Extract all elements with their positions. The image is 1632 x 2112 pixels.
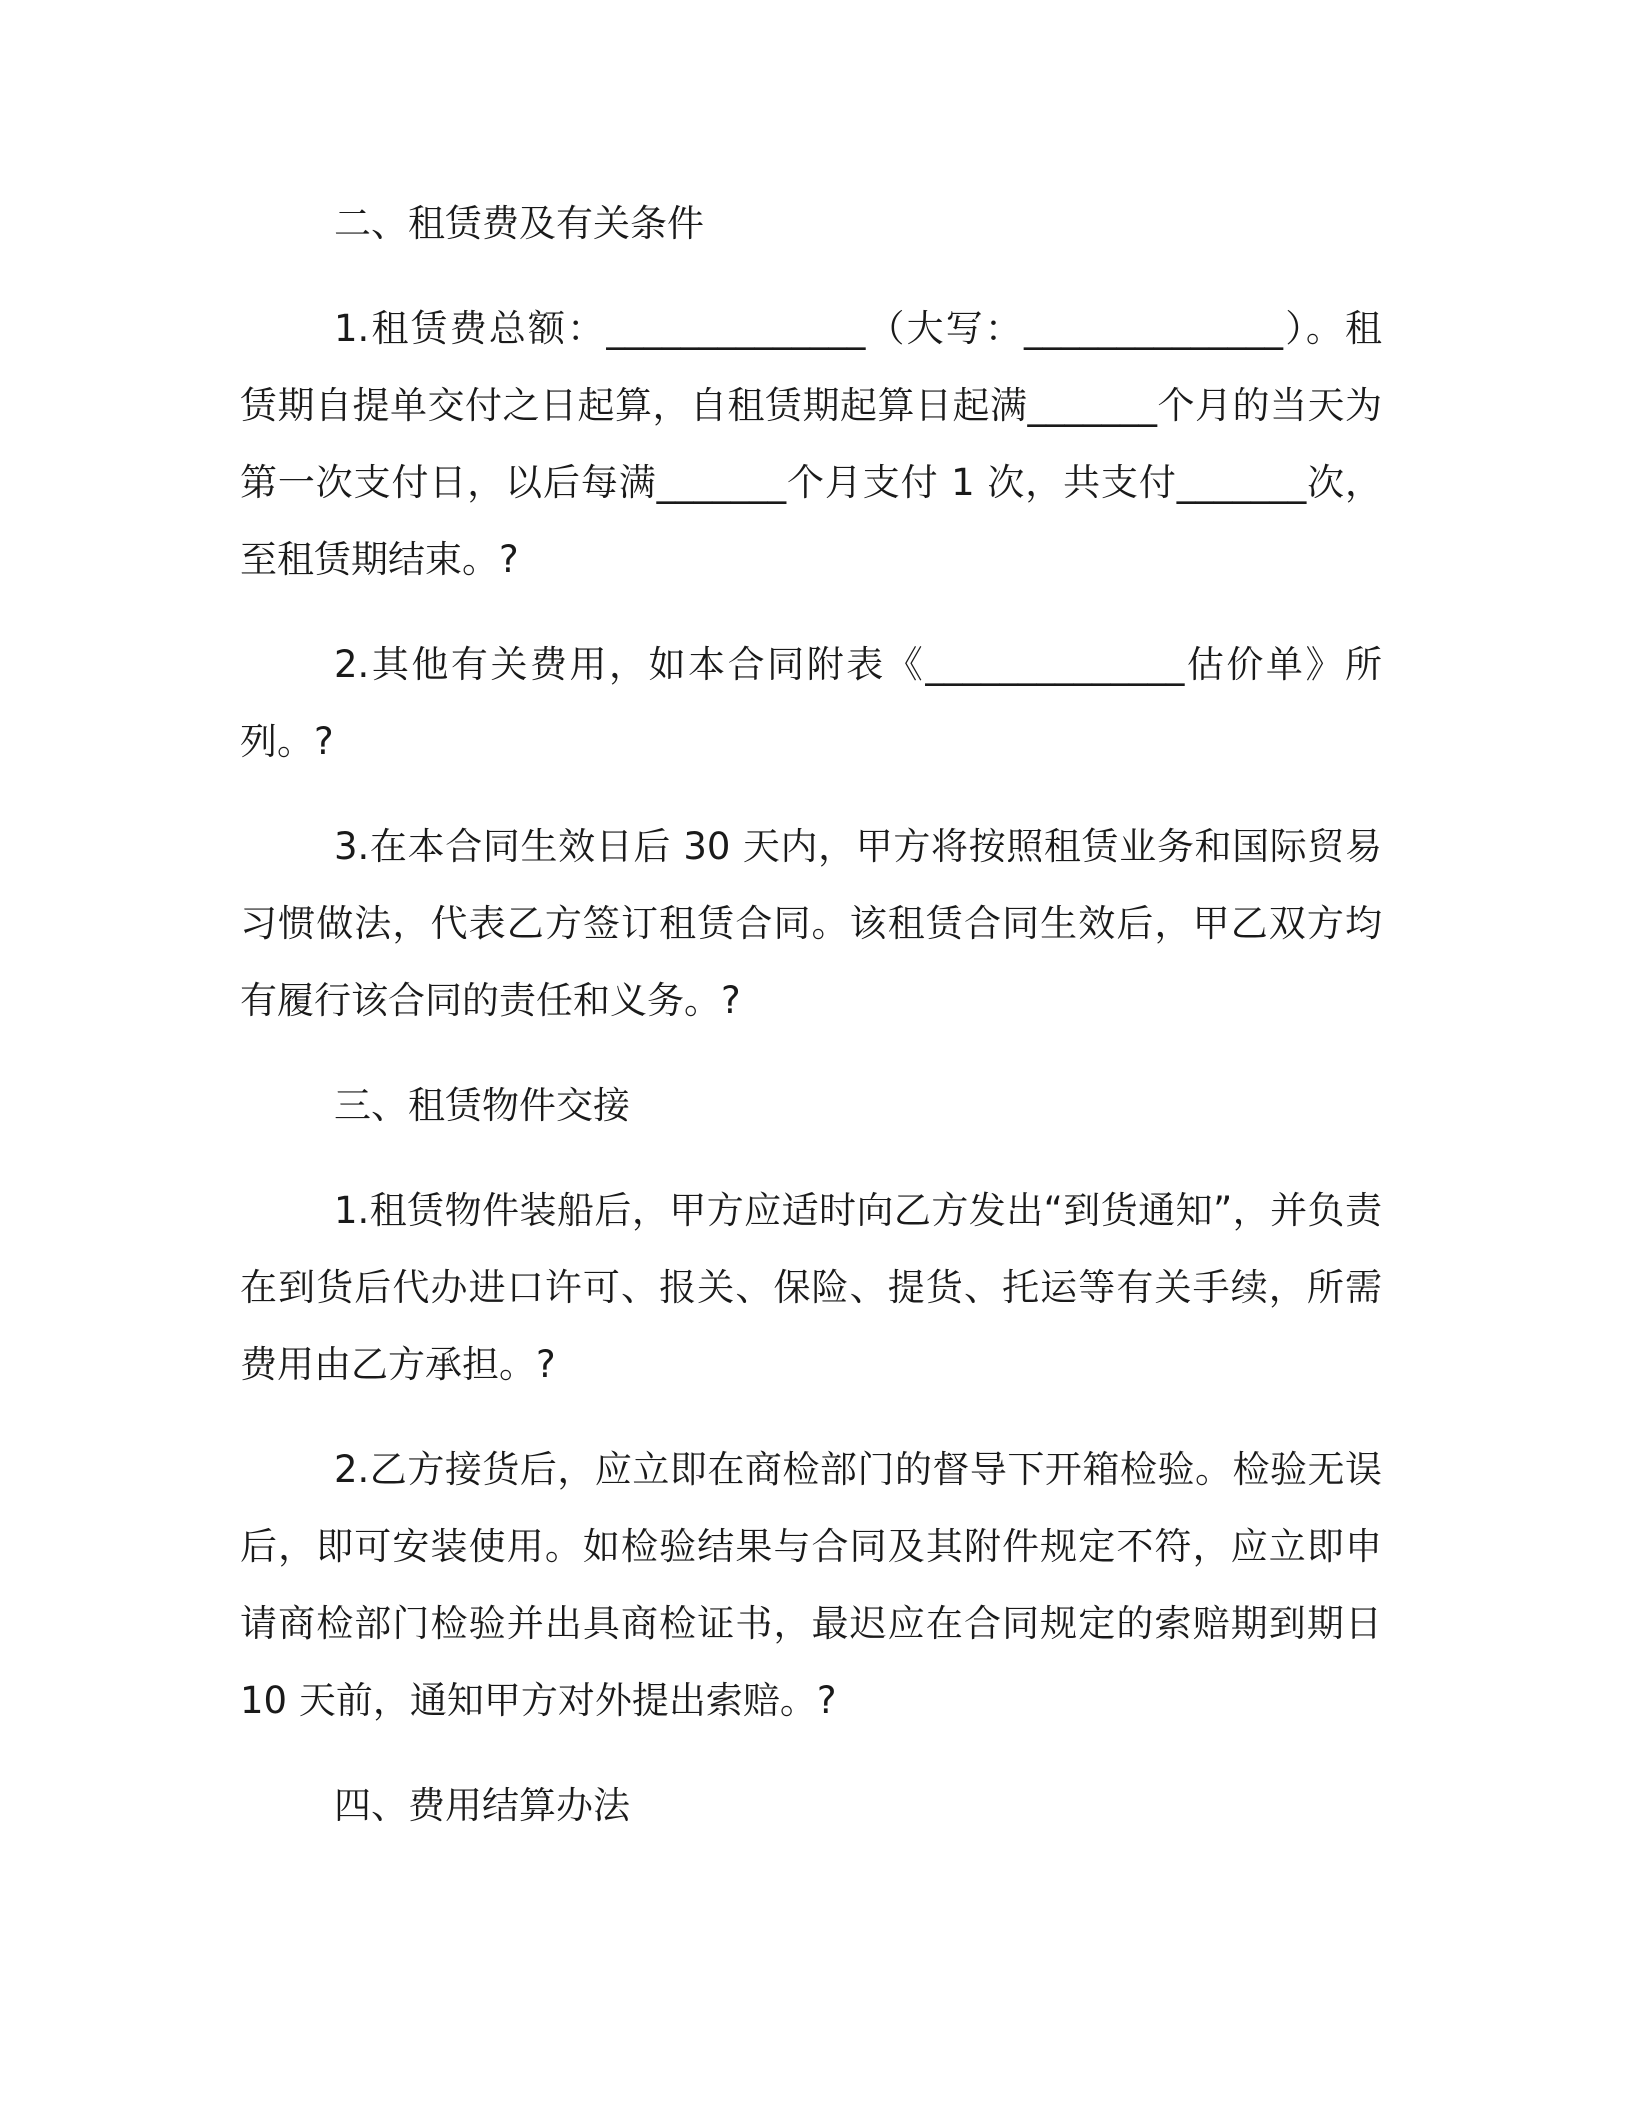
clause-2-3-lease-contract: 3.在本合同生效日后 30 天内，甲方将按照租赁业务和国际贸易习惯做法，代表乙方签订租赁合同。该租赁合同生效后，甲乙双方均有履行该合同的责任和义务。? [240,825,1382,1022]
section-heading-handover: 三、租赁物件交接 [334,1084,630,1127]
clause-2-2-other-fees: 2.其他有关费用，如本合同附表《______________估价单》所列。? [240,643,1382,763]
clause-2-1-rental-total: 1.租赁费总额：______________（大写：______________）。租赁期自提单交付之日起算，自租赁期起算日起满_______个月的当天为第一次支付日，以后每满_______个月支付 1 次，共支付_______次，至租赁期结束。? [240,307,1382,581]
document-body [240,185,1382,1844]
clause-3-2-inspection: 2.乙方接货后，应立即在商检部门的督导下开箱检验。检验无误后，即可安装使用。如检验结果与合同及其附件规定不符，应立即申请商检部门检验并出具商检证书，最迟应在合同规定的索赔期到期日 10 天前，通知甲方对外提出索赔。? [240,1448,1382,1722]
section-heading-rental-fees: 二、租赁费及有关条件 [334,202,704,245]
clause-3-1-arrival-notice: 1.租赁物件装船后，甲方应适时向乙方发出“到货通知”，并负责在到货后代办进口许可、报关、保险、提货、托运等有关手续，所需费用由乙方承担。? [240,1189,1382,1386]
section-heading-settlement: 四、费用结算办法 [334,1784,630,1827]
